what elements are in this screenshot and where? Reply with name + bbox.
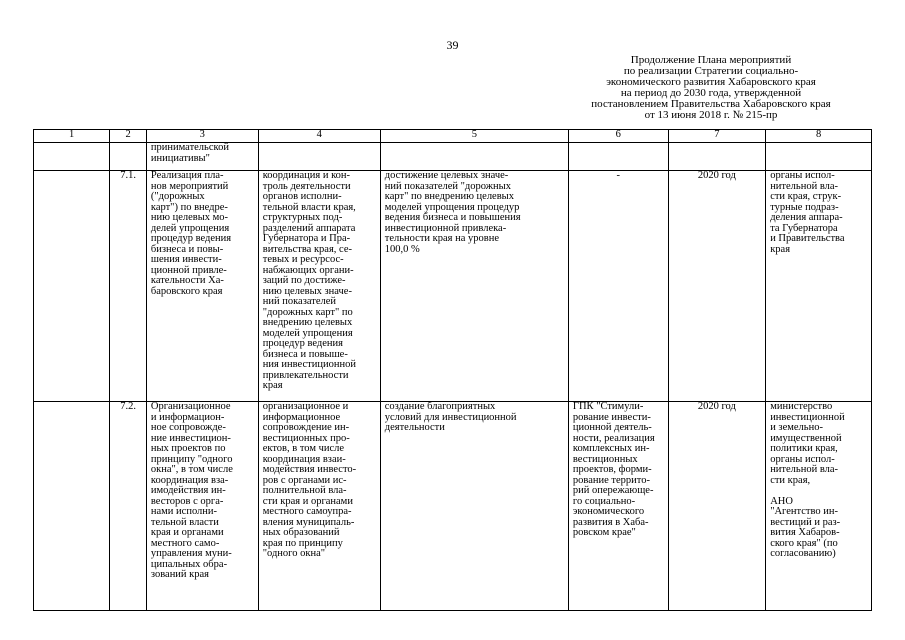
column-header: 7 bbox=[668, 130, 766, 143]
table-cell bbox=[34, 171, 110, 402]
column-header: 6 bbox=[568, 130, 668, 143]
header-line: по реализации Стратегии социально- bbox=[623, 65, 799, 77]
program: - bbox=[568, 171, 668, 402]
expected-result: достижение целевых значе- ний показателей "дорожных карт" по внедрению целевых моделей упрощения процедур ведения бизнеса и повышения инвестиционной привлека- тельности края на уровне 100,0 % bbox=[380, 171, 568, 402]
continuation-cell: принимательской инициативы" bbox=[146, 143, 258, 171]
page-number: 39 bbox=[446, 38, 459, 52]
header-line: на период до 2030 года, утвержденной bbox=[620, 87, 802, 99]
header-line: постановлением Правительства Хабаровского края bbox=[591, 98, 831, 110]
deadline: 2020 год bbox=[668, 171, 766, 402]
row-number: 7.2. bbox=[110, 402, 147, 611]
table-cell bbox=[258, 143, 380, 171]
responsible: министерство инвестиционной и земельно- имущественной политики края, органы испол- нительной вла- сти края, АНО "Агентство ин- вестиций и раз- вития Хабаров- ского края" (по согласованию) bbox=[766, 402, 872, 611]
column-header: 2 bbox=[110, 130, 147, 143]
deadline: 2020 год bbox=[668, 402, 766, 611]
expected-result: создание благоприятных условий для инвестиционной деятельности bbox=[380, 402, 568, 611]
table-row bbox=[34, 171, 872, 402]
event-content: организационное и информационное сопровождение ин- вестиционных про- ектов, в том числе координация взаи- модействия инвесто- ров с органами ис- полнительной вла- сти края и органами местного самоупра- вления муниципаль- ных образований края по принципу "одного окна" bbox=[258, 402, 380, 611]
header-line: Продолжение Плана мероприятий bbox=[630, 54, 792, 66]
document-header bbox=[551, 55, 871, 121]
column-header: 4 bbox=[258, 130, 380, 143]
table-row bbox=[34, 402, 872, 611]
column-header: 8 bbox=[766, 130, 872, 143]
column-header: 1 bbox=[34, 130, 110, 143]
header-line: от 13 июня 2018 г. № 215-пр bbox=[644, 109, 778, 121]
table-cell bbox=[110, 143, 147, 171]
responsible: органы испол- нительной вла- сти края, струк- турные подраз- деления аппара- та Губернатора и Правительства края bbox=[766, 171, 872, 402]
header-line: экономического развития Хабаровского края bbox=[606, 76, 816, 88]
row-number: 7.1. bbox=[110, 171, 147, 402]
table-cell bbox=[380, 143, 568, 171]
plan-table bbox=[33, 129, 872, 611]
event-content: координация и кон- троль деятельности органов исполни- тельной власти края, структурных под- разделений аппарата Губернатора и Пра- вительства края, се- тевых и ресурсос- набжающих органи- заций по достиже- нию целевых значе- ний показателей "дорожных карт" по внедрению целевых моделей упрощения процедур ведения бизнеса и повыше- ния инвестиционной привлекательности края bbox=[258, 171, 380, 402]
column-header: 5 bbox=[380, 130, 568, 143]
table-header-row bbox=[34, 130, 872, 143]
event-name: Организационное и информацион- ное сопровожде- ние инвестицион- ных проектов по принципу "одного окна", в том числе координация вза- имодействия ин- весторов с орга- нами исполни- тельной власти края и органами местного само- управления муни- ципальных обра- зований края bbox=[146, 402, 258, 611]
table-row bbox=[34, 143, 872, 171]
table-cell bbox=[568, 143, 668, 171]
column-header: 3 bbox=[146, 130, 258, 143]
table-cell bbox=[668, 143, 766, 171]
event-name: Реализация пла- нов мероприятий ("дорожных карт") по внедре- нию целевых мо- делей упрощения процедур ведения бизнеса и повы- шения инвести- ционной привле- кательности Ха- баровского края bbox=[146, 171, 258, 402]
program: ГПК "Стимули- рование инвести- ционной деятель- ности, реализация комплексных ин- вестиционных проектов, форми- рование террито- рий опережающе- го социально- экономического развития в Хаба- ровском крае" bbox=[568, 402, 668, 611]
table-cell bbox=[766, 143, 872, 171]
table-cell bbox=[34, 402, 110, 611]
table-cell bbox=[34, 143, 110, 171]
